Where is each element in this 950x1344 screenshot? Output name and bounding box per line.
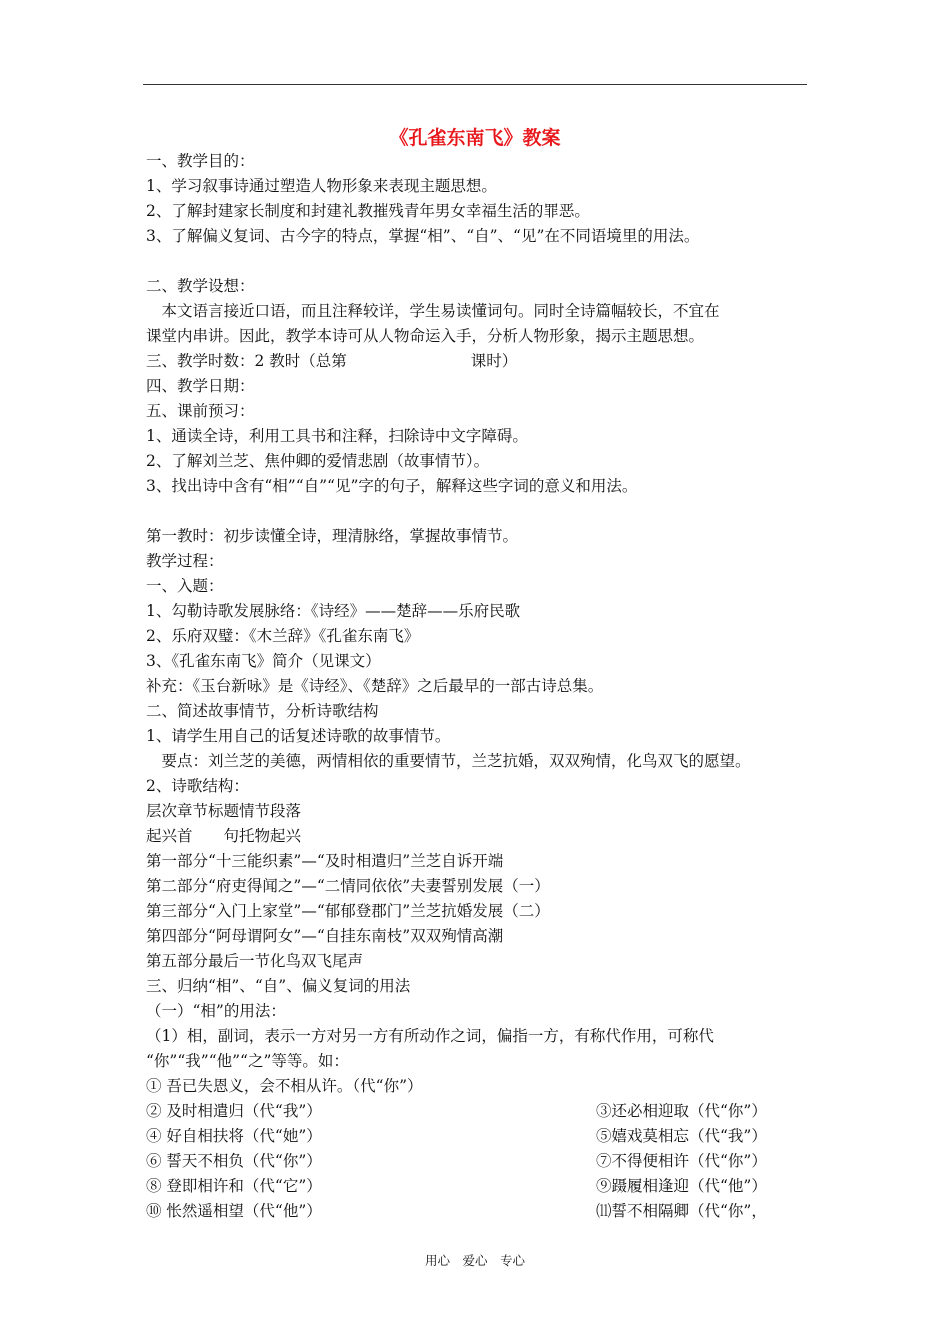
- text-line: 要点：刘兰芝的美德，两情相依的重要情节，兰芝抗婚，双双殉情，化鸟双飞的愿望。: [146, 752, 751, 770]
- text-line: 2、诗歌结构：: [146, 777, 249, 795]
- text-line: 1、学习叙事诗通过塑造人物形象来表现主题思想。: [146, 177, 497, 195]
- text-line: 课堂内串讲。因此，教学本诗可从人物命运入手，分析人物形象，揭示主题思想。: [146, 327, 705, 345]
- example-line: ⑦不得便相许（代“你”）: [596, 1152, 767, 1170]
- text-line: 第五部分最后一节化鸟双飞尾声: [146, 952, 364, 970]
- document-title: 《孔雀东南飞》教案: [389, 127, 561, 149]
- text-line: 第四部分“阿母谓阿女”—“自挂东南枝”双双殉情高潮: [146, 927, 504, 945]
- page-footer: 用心 爱心 专心: [424, 1253, 525, 1268]
- text-line: 起兴首 句托物起兴: [146, 827, 302, 845]
- text-line: 第二部分“府吏得闻之”—“二情同依依”夫妻誓别发展（一）: [146, 877, 550, 895]
- text-line: 二、简述故事情节，分析诗歌结构: [146, 702, 379, 720]
- text-line: ② 及时相遣归（代“我”）: [146, 1102, 322, 1120]
- header-rule: [143, 84, 807, 85]
- text-line: 2、了解封建家长制度和封建礼教摧残青年男女幸福生活的罪恶。: [146, 202, 590, 220]
- text-line: 一、入题：: [146, 577, 224, 595]
- text-line: （一）“相”的用法：: [146, 1002, 286, 1020]
- text-line: （1）相，副词，表示一方对另一方有所动作之词，偏指一方，有称代作用，可称代: [146, 1027, 714, 1045]
- text-line: 三、归纳“相”、“自”、偏义复词的用法: [146, 977, 411, 995]
- text-line: 2、了解刘兰芝、焦仲卿的爱情悲剧（故事情节）。: [146, 452, 490, 470]
- text-line: 本文语言接近口语，而且注释较详，学生易读懂词句。同时全诗篇幅较长，不宜在: [146, 302, 720, 320]
- text-line: 第一教时：初步读懂全诗，理清脉络，掌握故事情节。: [146, 527, 519, 545]
- text-line: 教学过程：: [146, 552, 224, 570]
- example-line: ⑤嬉戏莫相忘（代“我”）: [596, 1127, 767, 1145]
- text-line: “你”“我”“他”“之”等等。如：: [146, 1052, 349, 1070]
- example-line: ③还必相迎取（代“你”）: [596, 1102, 767, 1120]
- text-line: 五、课前预习：: [146, 402, 255, 420]
- text-line: 2、乐府双璧：《木兰辞》《孔雀东南飞》: [146, 627, 420, 645]
- text-line: 1、请学生用自己的话复述诗歌的故事情节。: [146, 727, 451, 745]
- example-line: ⑨蹑履相逢迎（代“他”）: [596, 1177, 767, 1195]
- text-line: 1、通读全诗，利用工具书和注释，扫除诗中文字障碍。: [146, 427, 528, 445]
- text-line: ⑩ 怅然遥相望（代“他”）: [146, 1202, 322, 1220]
- text-line: 3、找出诗中含有“相”“自”“见”字的句子，解释这些字词的意义和用法。: [146, 477, 638, 495]
- text-line: 补充：《玉台新咏》是《诗经》、《楚辞》之后最早的一部古诗总集。: [146, 677, 604, 695]
- text-line: 层次章节标题情节段落: [146, 802, 302, 820]
- text-line: ④ 好自相扶将（代“她”）: [146, 1127, 322, 1145]
- text-line: 四、教学日期：: [146, 377, 255, 395]
- text-line: ⑥ 誓天不相负（代“你”）: [146, 1152, 322, 1170]
- text-line: 一、教学目的：: [146, 152, 255, 170]
- text-line: 3、了解偏义复词、古今字的特点，掌握“相”、“自”、“见”在不同语境里的用法。: [146, 227, 700, 245]
- text-line: 3、《孔雀东南飞》简介（见课文）: [146, 652, 381, 670]
- text-line: 第三部分“入门上家堂”—“郁郁登郡门”兰芝抗婚发展（二）: [146, 902, 550, 920]
- text-line: 三、教学时数：2 教时（总第 课时）: [146, 352, 518, 370]
- example-line: ⑾誓不相隔卿（代“你”，: [596, 1202, 767, 1220]
- text-line: ⑧ 登即相许和（代“它”）: [146, 1177, 322, 1195]
- text-line: 二、教学设想：: [146, 277, 255, 295]
- text-line: 第一部分“十三能织素”—“及时相遣归”兰芝自诉开端: [146, 852, 504, 870]
- text-line: 1、勾勒诗歌发展脉络：《诗经》——楚辞——乐府民歌: [146, 602, 521, 620]
- text-line: ① 吾已失恩义，会不相从许。（代“你”）: [146, 1077, 423, 1095]
